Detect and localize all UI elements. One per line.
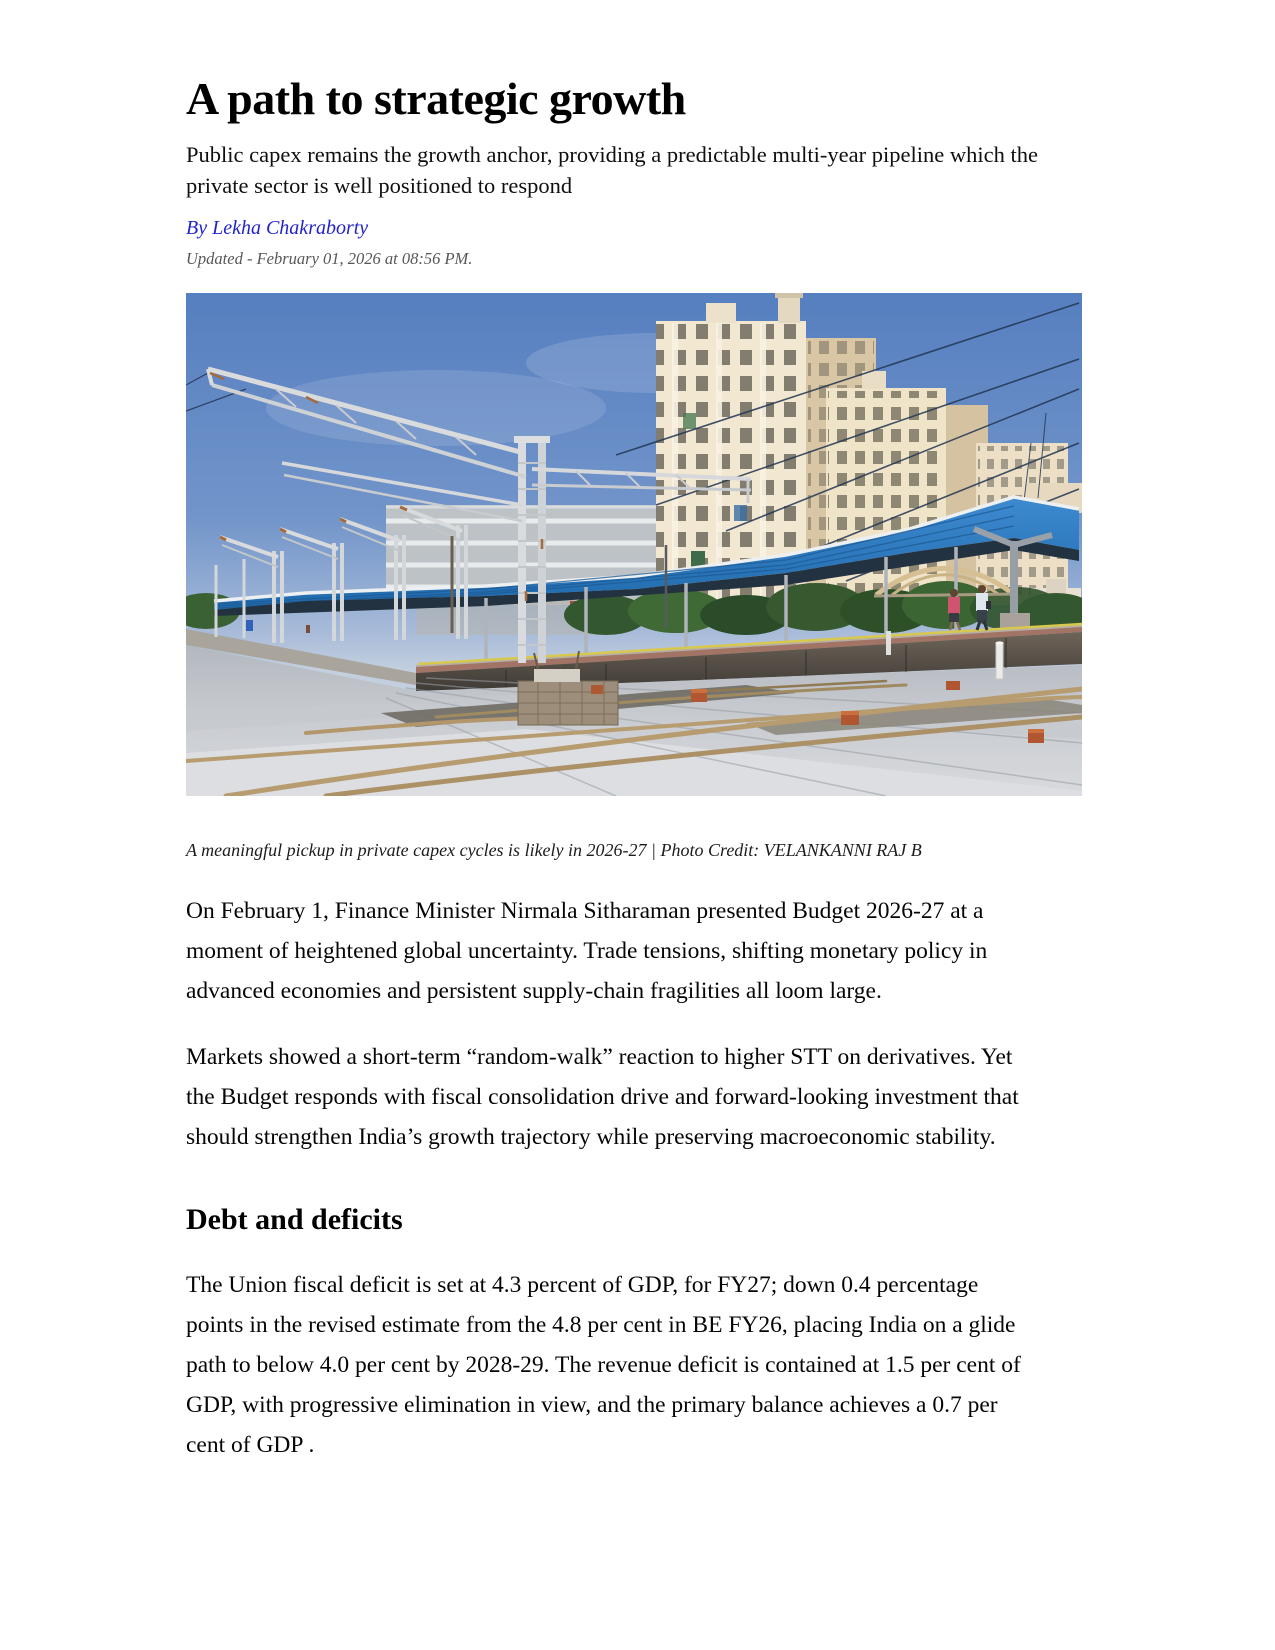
article-paragraph-3: The Union fiscal deficit is set at 4.3 percent of GDP, for FY27; down 0.4 percentage points in the revised estimate from the 4.8 per cent in BE FY26, placing India on a glide path to below 4.0 per cent by 2028-29. The revenue deficit is contained at 1.5 per cent of GDP, with progressive elimination in view, and the primary balance achieves a 0.7 per cent of GDP . [186, 1271, 1021, 1458]
railway-station-construction-photo [186, 293, 1082, 796]
article-paragraph-1: On February 1, Finance Minister Nirmala Sitharaman presented Budget 2026-27 at a moment of heightened global uncertainty. Trade tensions, shifting monetary policy in advanced economies and persistent supply-chain fragilities all loom large. [186, 897, 988, 1004]
article-title: A path to strategic growth [186, 73, 686, 124]
section-heading: Debt and deficits [186, 1202, 403, 1236]
article-paragraph-2: Markets showed a short-term “random-walk” reaction to higher STT on derivatives. Yet the Budget responds with fiscal consolidation drive and forward-looking investment that should strengthen India’s growth trajectory while preserving macroeconomic stability. [186, 1043, 1019, 1150]
article-subtitle: Public capex remains the growth anchor, providing a predictable multi-year pipeline which the private sector is well positioned to respond [186, 141, 1038, 198]
author-byline-link[interactable]: By Lekha Chakraborty [186, 216, 369, 239]
article-page [186, 0, 1038, 1465]
updated-timestamp: Updated - February 01, 2026 at 08:56 PM. [186, 248, 473, 268]
article-photo [186, 293, 1082, 796]
photo-caption: A meaningful pickup in private capex cycles is likely in 2026-27 | Photo Credit: VELANKANNI RAJ B [186, 839, 922, 860]
